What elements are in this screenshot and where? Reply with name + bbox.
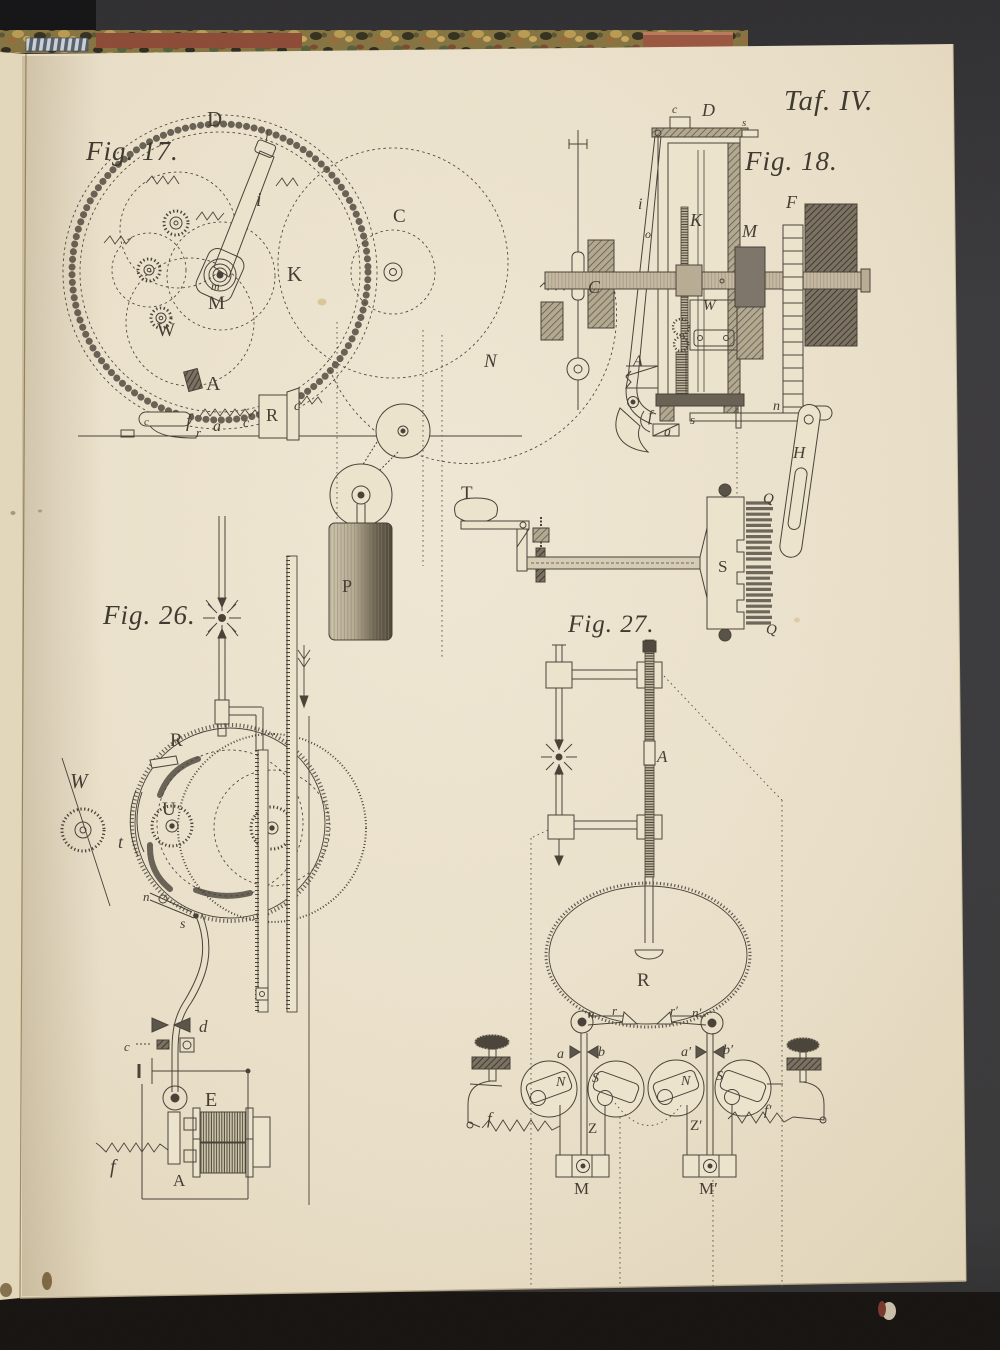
label-fig18-4-C: C <box>588 277 601 297</box>
label-fig27-8-b: b <box>598 1045 605 1060</box>
label-fig18-12-f: f <box>648 408 653 425</box>
label-fig18-10-W: W <box>703 298 716 314</box>
label-fig17-2-i: i <box>256 189 262 211</box>
label-fig18-11-A: A <box>633 353 643 370</box>
label-fig27-3-n: n <box>588 1006 595 1021</box>
label-fig26-9-E: E <box>205 1089 218 1111</box>
label-fig27-20-M: M′ <box>699 1179 718 1198</box>
label-fig26-11-f: f <box>110 1156 116 1178</box>
label-fig18-13-a: a <box>664 425 671 440</box>
label-fig17-15-R: R <box>266 405 279 425</box>
label-fig17-12-r: r <box>196 425 202 440</box>
label-fig27-5-r: r′ <box>670 1003 678 1018</box>
label-fig18-1-c: c <box>672 102 678 116</box>
label-fig26-5-n: n <box>143 889 150 904</box>
bottom-shadow <box>0 1292 1000 1350</box>
contact-screw-c <box>157 1040 169 1049</box>
label-fig27-10-b: b′ <box>723 1043 734 1058</box>
label-fig18-2-D: D <box>702 100 715 120</box>
label-fig18-17-T: T <box>461 483 473 504</box>
label-fig17-16-c: c <box>294 399 301 414</box>
label-fig26-6-s: s <box>180 917 186 932</box>
label-fig18-20-Q: Q <box>766 622 777 638</box>
label-fig17-4-K: K <box>287 262 303 286</box>
label-fig26-0-Fig26: Fig. 26. <box>103 600 196 630</box>
label-fig18-19-Q: Q <box>763 491 774 507</box>
label-fig27-12-S: S <box>592 1071 599 1086</box>
label-fig26-4-t: t <box>118 832 124 852</box>
label-fig27-2-R: R <box>637 970 650 991</box>
label-fig17-13-a: a <box>213 418 221 435</box>
weight-P-assembly <box>329 464 392 640</box>
label-fig18-3-s: s <box>742 117 747 129</box>
label-fig17-11-f: f <box>186 411 192 432</box>
label-fig18-9-F: F <box>786 192 797 212</box>
label-fig27-7-a: a <box>557 1047 564 1062</box>
label-fig18-8-M: M <box>742 221 757 241</box>
armature-A <box>168 1112 180 1164</box>
top-plate <box>652 128 748 137</box>
label-fig27-11-N: N <box>556 1075 566 1090</box>
plate-title: Taf. IV. <box>784 85 874 117</box>
link-rod-n <box>690 413 810 421</box>
spine-edge-red <box>96 33 302 48</box>
label-fig17-5-m: m <box>211 279 220 293</box>
label-fig27-14-S: S <box>716 1069 723 1084</box>
label-fig27-9-a: a′ <box>681 1045 692 1060</box>
label-fig18-7-K: K <box>690 210 703 230</box>
ladder-rack-F <box>783 225 803 421</box>
label-fig27-4-r: r <box>612 1003 618 1018</box>
label-fig18-18-S: S <box>718 557 728 576</box>
label-fig17-1-D: D <box>207 107 223 131</box>
label-fig18-0-Fig18: Fig. 18. <box>745 146 838 176</box>
label-fig17-0-Fig17: Fig. 17. <box>86 136 179 166</box>
label-fig27-18-f: f′ <box>764 1103 772 1119</box>
label-fig26-3-U: U <box>162 799 176 820</box>
gutter-shading <box>22 56 102 1296</box>
label-fig27-1-A: A <box>657 747 668 766</box>
label-fig17-9-A: A <box>206 373 221 395</box>
label-fig27-16-Z: Z′ <box>690 1118 703 1134</box>
label-fig26-2-W: W <box>70 769 88 793</box>
label-fig17-10-c: c <box>144 416 149 428</box>
label-fig27-13-N: N <box>681 1074 691 1089</box>
label-fig26-10-A: A <box>173 1171 186 1190</box>
label-fig18-16-H: H <box>793 443 806 462</box>
label-fig26-1-R: R <box>170 730 183 751</box>
label-fig27-17-f: f <box>487 1109 492 1128</box>
label-fig27-15-Z: Z <box>588 1121 598 1137</box>
label-fig17-3-C: C <box>393 206 406 227</box>
label-fig18-6-o: o <box>645 227 651 241</box>
spine-highlight <box>643 32 733 35</box>
label-fig26-7-d: d <box>199 1017 208 1036</box>
label-fig27-19-M: M <box>574 1179 590 1198</box>
label-fig18-15-n: n <box>773 399 780 414</box>
label-fig17-6-M: M <box>208 293 225 314</box>
headband <box>26 38 88 51</box>
label-fig17-8-N: N <box>484 351 497 372</box>
label-fig17-17-P: P <box>342 576 353 596</box>
collar-M <box>735 247 765 307</box>
bearing-block <box>541 302 563 340</box>
rack-left <box>258 750 268 1012</box>
label-fig17-7-W: W <box>157 320 175 341</box>
label-fig18-14-s: s <box>690 412 696 427</box>
electromagnet-E <box>184 1108 270 1177</box>
frame-base <box>656 394 744 406</box>
label-fig27-0-Fig27: Fig. 27. <box>568 611 655 638</box>
label-fig26-8-c: c <box>124 1039 130 1054</box>
label-fig27-6-n: n′ <box>692 1005 702 1020</box>
label-fig17-14-c: c <box>243 416 250 431</box>
label-fig18-5-i: i <box>638 196 643 213</box>
